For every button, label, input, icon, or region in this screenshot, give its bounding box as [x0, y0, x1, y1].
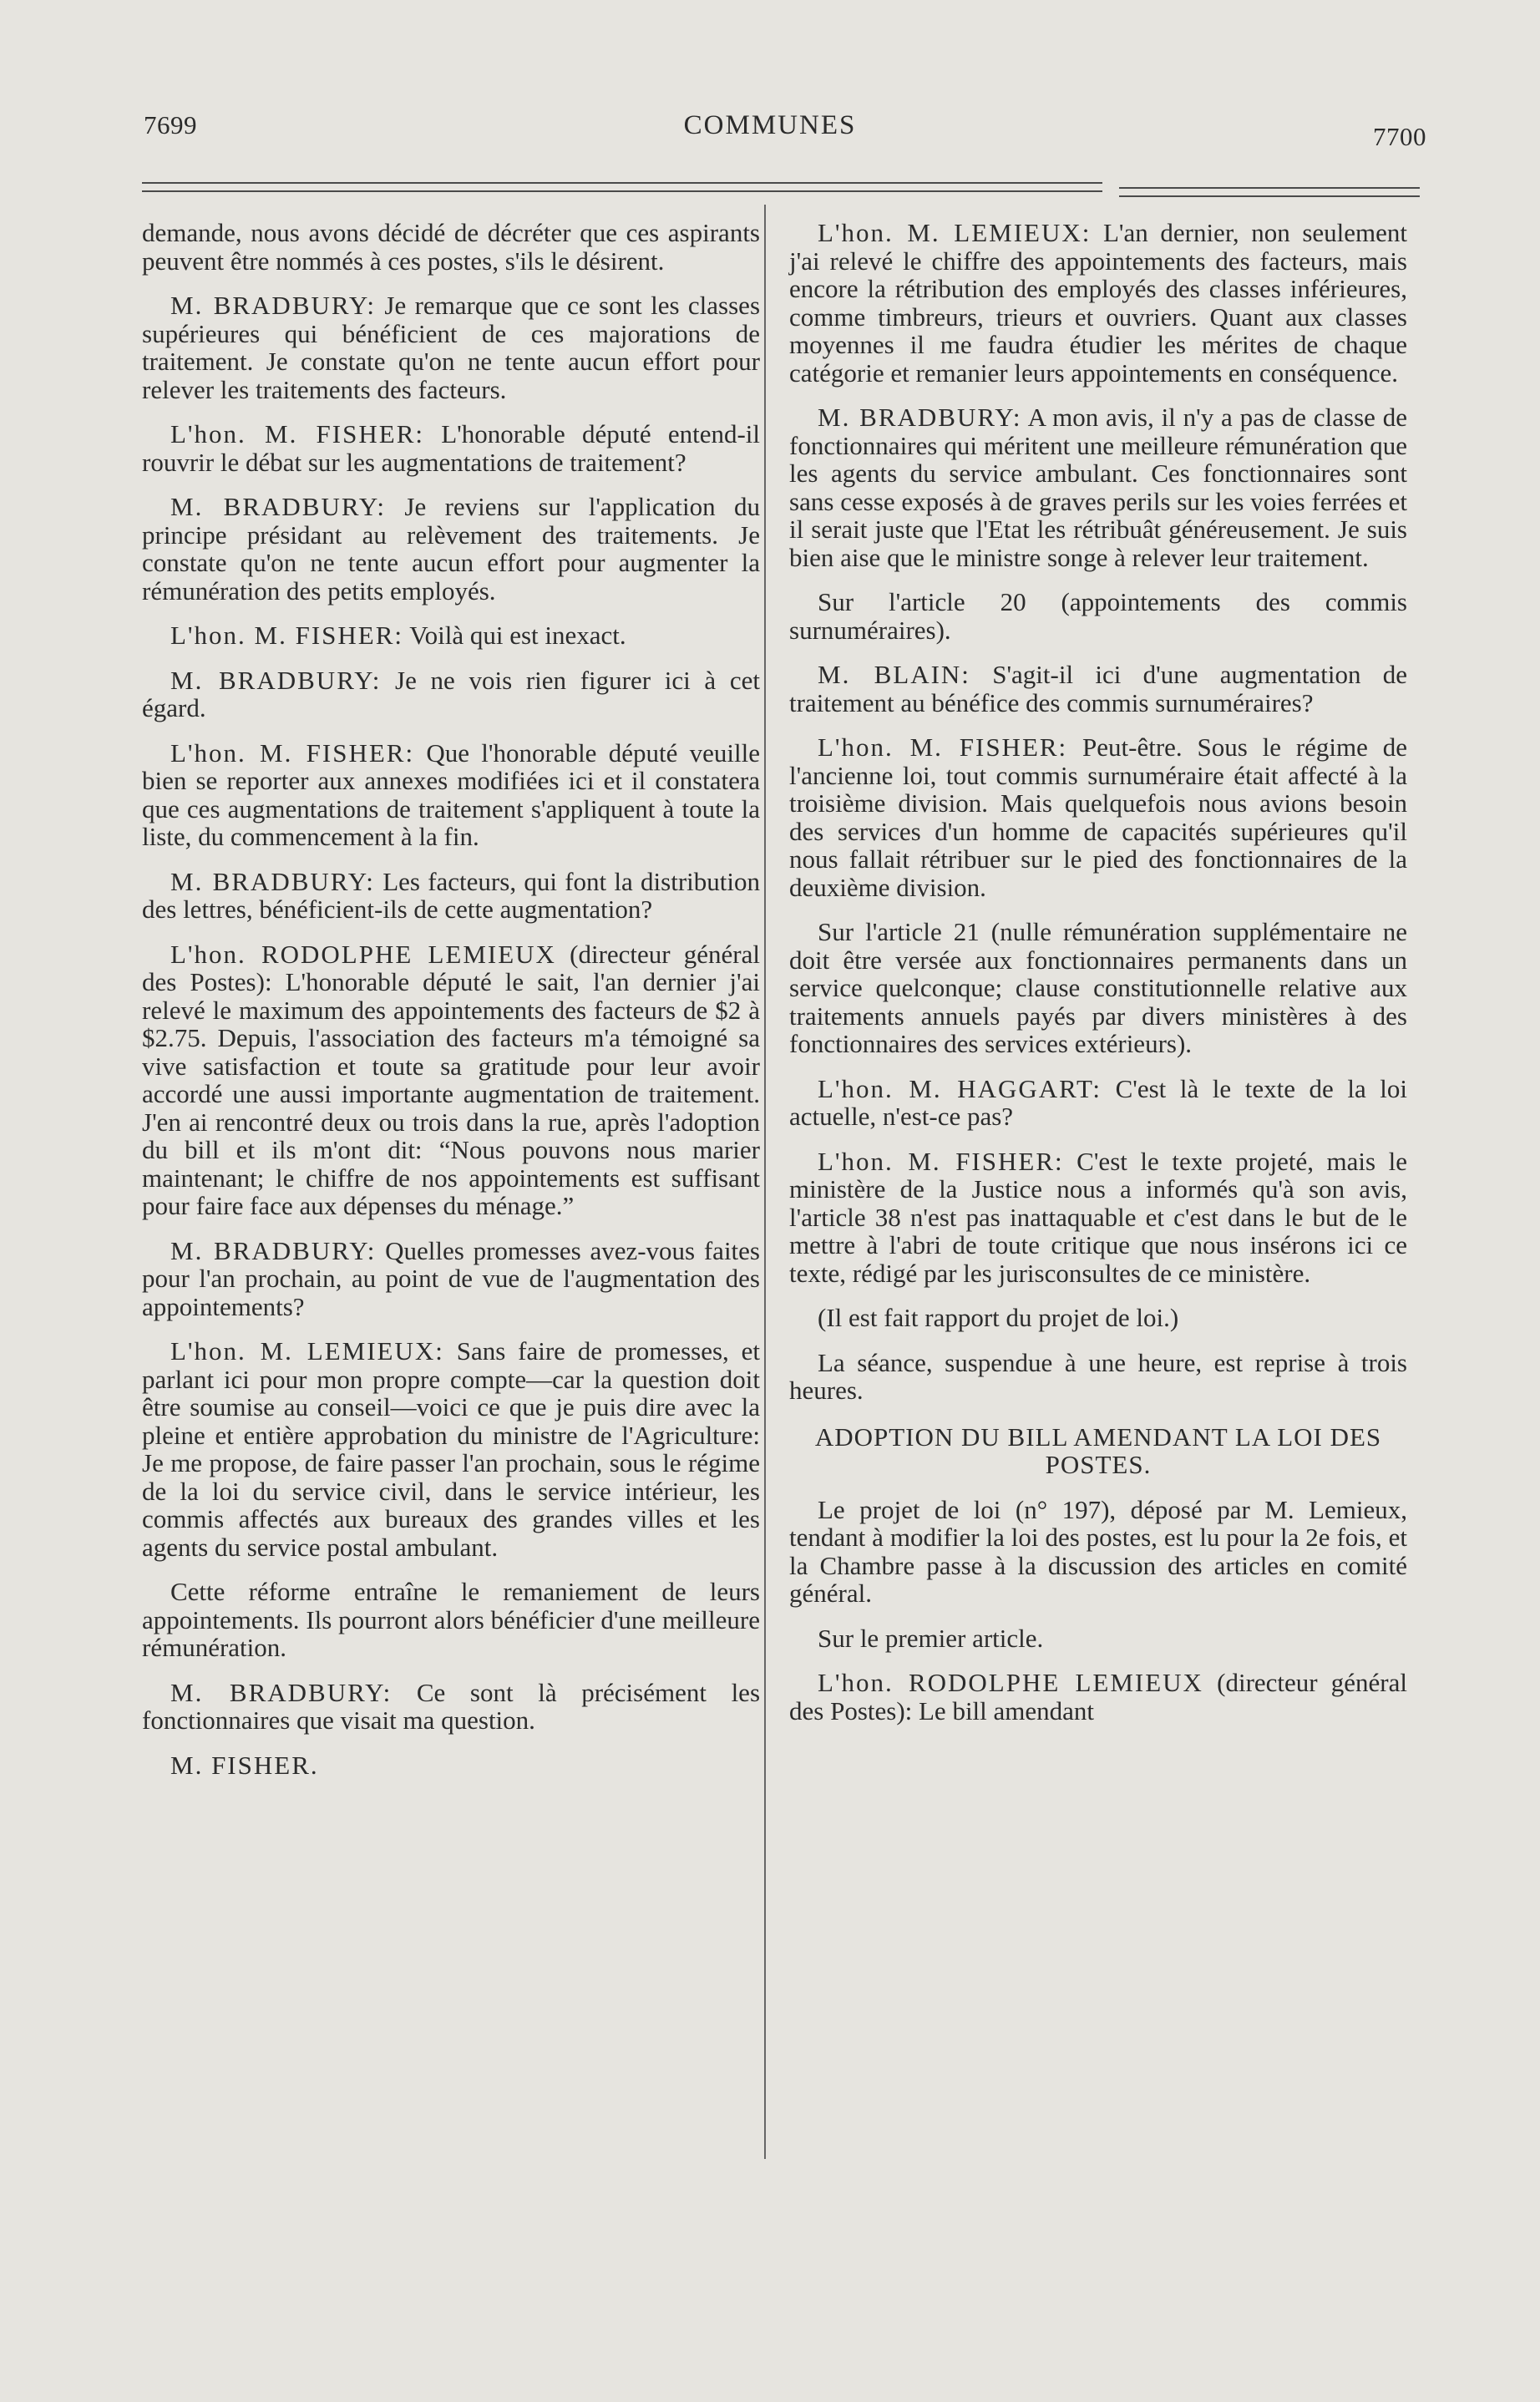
- right-column: [789, 219, 1407, 1741]
- paragraph-text: Je reviens sur l'application du principe présidant au relèvement des traitements. Je constate qu'on ne tente aucun effort pour augmenter la rémunération des petits employés.: [142, 492, 760, 606]
- paragraph-text: C'est le texte projeté, mais le ministère de la Justice nous a informés qu'à son avis, l'article 38 n'est pas inattaquable et c'est dans le but de le mettre à l'abri de toute critique que nous insérons ici ce texte, rédigé par les jurisconsultes de ce ministère.: [789, 1146, 1407, 1288]
- paragraph: [789, 1624, 1407, 1653]
- paragraph-text: C'est là le texte de la loi actuelle, n'est-ce pas?: [789, 1073, 1408, 1131]
- speaker-name: M. BRADBURY:: [170, 1677, 393, 1707]
- paragraph-text: (Il est fait rapport du projet de loi.): [818, 1303, 1179, 1332]
- header-rule-left-2: [142, 190, 1102, 192]
- speaker-name: M. BLAIN:: [818, 660, 970, 689]
- speaker-name: L'hon. M. FISHER:: [170, 419, 424, 448]
- paragraph-text: Cette réforme entraîne le remaniement de leurs appointements. Ils pourront alors bénéficier d'une meilleure rémunération.: [142, 1577, 760, 1662]
- paragraph: [142, 291, 760, 403]
- paragraph: [142, 219, 760, 275]
- paragraph: [142, 666, 760, 722]
- paragraph-text: Peut-être. Sous le régime de l'ancienne loi, tout commis surnuméraire était affecté à la troisième division. Mais quelquefois nous avions besoin des services d'un homme de capacités supérieures qu'il nous fallait rétribuer sur le pied des fonctionnaires de la deuxième division.: [789, 732, 1407, 902]
- paragraph-text: Je remarque que ce sont les classes supérieures qui bénéficient de ces majorations de traitement. Je constate qu'on ne tente aucun effort pour relever les traitements des facteurs.: [142, 291, 761, 404]
- speaker-name: L'hon. RODOLPHE LEMIEUX: [170, 939, 556, 969]
- paragraph: [142, 739, 760, 851]
- paragraph-text: demande, nous avons décidé de décréter que ces aspirants peuvent être nommés à ces postes, s'ils le désirent.: [142, 218, 760, 276]
- speaker-name: L'hon. M. LEMIEUX:: [170, 1336, 444, 1366]
- paragraph: [789, 733, 1407, 901]
- section-heading: ADOPTION DU BILL AMENDANT LA LOI DES POSTES.: [814, 1421, 1382, 1479]
- left-column: [142, 219, 760, 1796]
- paragraph: [142, 1679, 760, 1735]
- speaker-name: M. BRADBURY:: [170, 866, 375, 896]
- paragraph: [789, 1496, 1407, 1608]
- paragraph: [789, 918, 1407, 1058]
- paragraph-text: L'honorable député entend-il rouvrir le débat sur les augmentations de traitement?: [142, 419, 760, 477]
- header-rule-right-2: [1119, 195, 1420, 197]
- paragraph-text: Je ne vois rien figurer ici à cet égard.: [142, 665, 760, 722]
- paragraph: [142, 493, 760, 605]
- paragraph-text: Sans faire de promesses, et parlant ici pour mon propre compte—car la question doit être soumise au conseil—voici ce que je puis dire avec la pleine et entière approbation du ministre de l'Agriculture: Je me propose, de faire passer l'an prochain, sous le régime de la loi du service civil, dans le service intérieur, les commis affectés aux bureaux des grandes villes et les agents du service postal ambulant.: [142, 1336, 761, 1562]
- page-number-right: 7700: [1373, 122, 1426, 151]
- paragraph-text: Sur l'article 20 (appointements des commis surnuméraires).: [789, 587, 1407, 645]
- paragraph: [789, 1075, 1407, 1131]
- paragraph-text: Que l'honorable député veuille bien se reporter aux annexes modifiées ici et il constatera que ces augmentations de traitement s'appliquent à toute la liste, du commencement à la fin.: [142, 737, 760, 851]
- paragraph: [142, 940, 760, 1220]
- paragraph: [142, 621, 760, 650]
- paragraph-text: Les facteurs, qui font la distribution des lettres, bénéficient-ils de cette augmentation?: [142, 866, 761, 924]
- paragraph-text: Ce sont là précisément les fonctionnaires que visait ma question.: [142, 1677, 761, 1735]
- paragraph: [789, 1304, 1407, 1332]
- paragraph-text: S'agit-il ici d'une augmentation de traitement au bénéfice des commis surnuméraires?: [789, 660, 1407, 717]
- column-divider: [764, 205, 766, 2159]
- speaker-name: M. BRADBURY:: [818, 403, 1022, 432]
- speaker-name: L'hon. M. LEMIEUX:: [818, 218, 1092, 247]
- paragraph-text: La séance, suspendue à une heure, est reprise à trois heures.: [789, 1347, 1407, 1405]
- paragraph-text: (directeur général des Postes): L'honorable député le sait, l'an dernier j'ai relevé le maximum des appointements des facteurs de $2 à $2.75. Depuis, l'association des facteurs m'a témoigné sa vive satisfaction et toute sa gratitude pour leur avoir accordé une aussi importante augmentation de traitement. J'en ai rencontré deux ou trois dans la rue, après l'adoption du bill et ils m'ont dit: “Nous pouvons nous marier maintenant; le chiffre de nos appointements est suffisant pour faire face aux dépenses du ménage.”: [142, 939, 761, 1220]
- paragraph-text: (directeur général des Postes): Le bill amendant: [789, 1668, 1408, 1725]
- speaker-name: M. BRADBURY:: [170, 665, 382, 695]
- paragraph-text: Le projet de loi (n° 197), déposé par M. Lemieux, tendant à modifier la loi des postes, est lu pour la 2e fois, et la Chambre passe à la discussion des articles en comité général.: [789, 1494, 1407, 1608]
- speaker-name: L'hon. M. FISHER:: [818, 732, 1068, 762]
- paragraph: [789, 1148, 1407, 1288]
- paragraph-text: Voilà qui est inexact.: [409, 621, 626, 650]
- paragraph-text: Sur l'article 21 (nulle rémunération supplémentaire ne doit être versée aux fonctionnaires permanents dans un service quelconque; clause constitutionnelle relative aux traitements annuels payés par divers ministères à des fonctionnaires des services extérieurs).: [789, 917, 1407, 1058]
- speaker-name: L'hon. RODOLPHE LEMIEUX: [818, 1668, 1203, 1697]
- speaker-name: M. FISHER.: [170, 1750, 319, 1780]
- paragraph-text: A mon avis, il n'y a pas de classe de fonctionnaires qui méritent une meilleure rémunération que les agents du service ambulant. Ces fonctionnaires sont sans cesse exposés à de graves perils sur les voies ferrées et il serait juste que l'Etat les rétribuât généreusement. Je suis bien aise que le ministre songe à relever leur traitement.: [789, 403, 1407, 572]
- paragraph: [142, 1578, 760, 1662]
- paragraph: [789, 1669, 1407, 1725]
- page-number-left: 7699: [144, 110, 197, 139]
- paragraph: [142, 1337, 760, 1561]
- header-rule-right: [1119, 187, 1420, 189]
- paragraph: [789, 403, 1407, 571]
- speaker-name: M. BRADBURY:: [170, 492, 386, 521]
- paragraph: [789, 661, 1407, 717]
- speaker-name: M. BRADBURY:: [170, 1235, 377, 1265]
- paragraph: [142, 1751, 760, 1780]
- header-rule-left: [142, 182, 1102, 184]
- speaker-name: L'hon. M. FISHER:: [170, 737, 415, 768]
- paragraph-text: L'an dernier, non seulement j'ai relevé le chiffre des appointements des facteurs, mais encore la rétribution des employés des classes inférieures, comme timbreurs, trieurs et ouvriers. Quant aux classes moyennes il me faudra étudier les mérites de chaque catégorie et remanier leurs appointements en conséquence.: [789, 218, 1408, 388]
- speaker-name: L'hon. M. FISHER:: [818, 1146, 1064, 1176]
- speaker-name: M. BRADBURY:: [170, 291, 377, 320]
- paragraph: [142, 420, 760, 476]
- running-title: COMMUNES: [683, 110, 857, 140]
- paragraph: [789, 1349, 1407, 1405]
- paragraph-text: Quelles promesses avez-vous faites pour l'an prochain, au point de vue de l'augmentation des appointements?: [142, 1235, 760, 1321]
- paragraph-text: Sur le premier article.: [818, 1623, 1044, 1653]
- paragraph: [789, 219, 1407, 387]
- paragraph: [789, 588, 1407, 644]
- paragraph: [142, 868, 760, 924]
- speaker-name: L'hon. M. HAGGART:: [818, 1073, 1102, 1103]
- paragraph: [142, 1237, 760, 1321]
- speaker-name: L'hon. M. FISHER:: [170, 621, 404, 650]
